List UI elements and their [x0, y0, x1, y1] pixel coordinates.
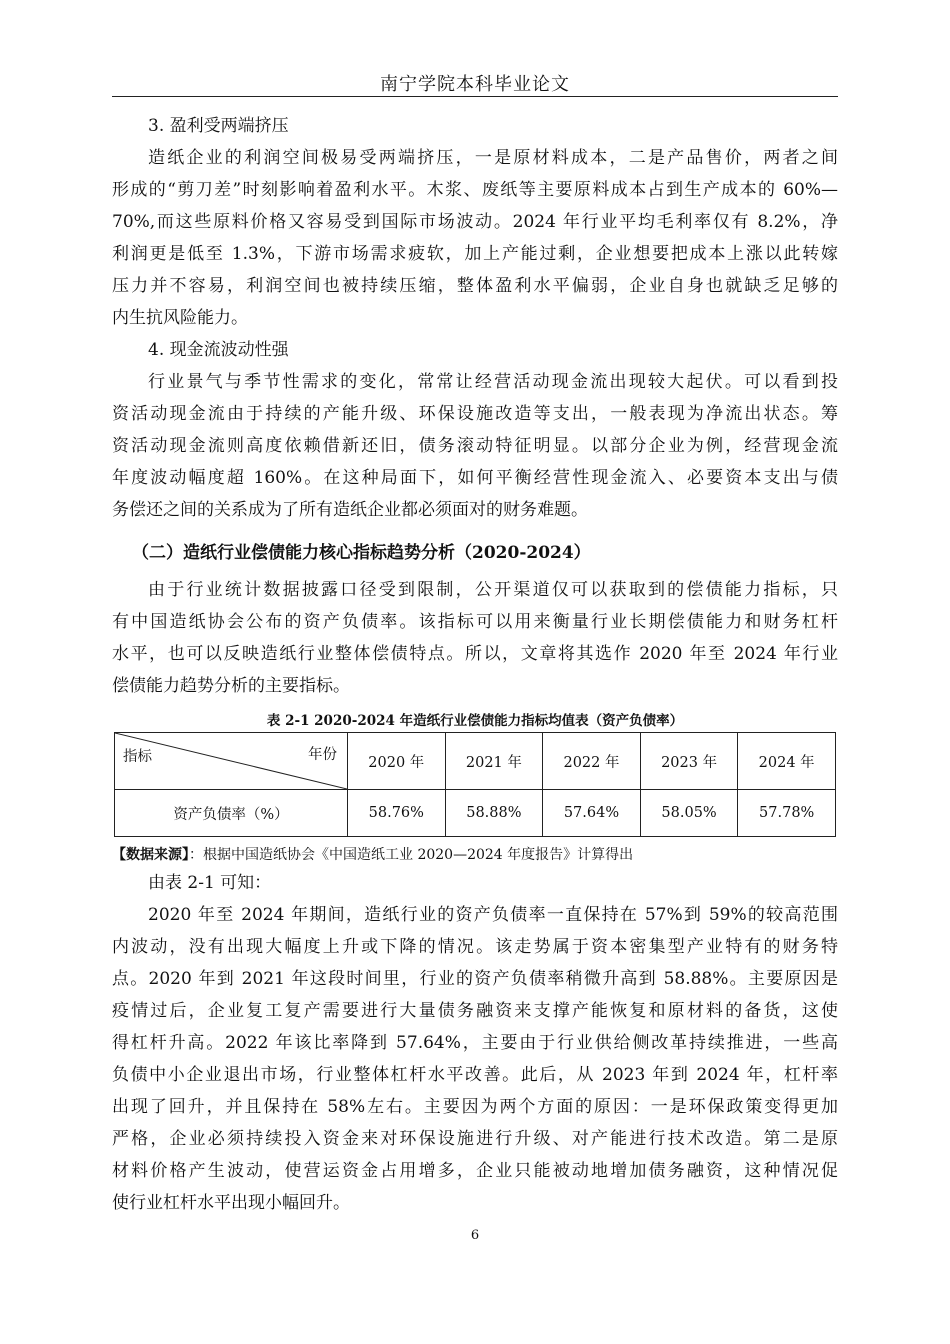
- table-cell: 58.05%: [640, 790, 738, 837]
- paragraph-line: 务偿还之间的关系成为了所有造纸企业都必须面对的财务难题。: [112, 500, 588, 520]
- paragraph-line: 材料价格产生波动，使营运资金占用增多，企业只能被动地增加债务融资，这种情况促: [112, 1161, 838, 1181]
- year-header: 2020 年: [348, 733, 446, 790]
- paragraph-line: 形成的“剪刀差”时刻影响着盈利水平。木浆、废纸等主要原料成本占到生产成本的 60%—: [112, 180, 838, 200]
- analysis-intro: 由表 2-1 可知：: [148, 873, 272, 893]
- section-heading-4: 4. 现金流波动性强: [148, 340, 289, 360]
- running-header: 南宁学院本科毕业论文: [380, 74, 570, 95]
- paragraph-line: 资活动现金流由于持续的产能升级、环保设施改造等支出，一般表现为净流出状态。筹: [112, 404, 838, 424]
- table-cell: 57.64%: [543, 790, 641, 837]
- page-body: [112, 110, 838, 1219]
- header-rule: [112, 96, 838, 97]
- data-source-text: ：根据中国造纸协会《中国造纸工业 2020—2024 年度报告》计算得出: [189, 847, 634, 863]
- table-header-row: [115, 733, 836, 790]
- row-label: 资产负债率（%）: [115, 790, 348, 837]
- paragraph-line: 由于行业统计数据披露口径受到限制，公开渠道仅可以获取到的偿债能力指标，只: [148, 580, 838, 600]
- paragraph-line: 点。2020 年到 2021 年这段时间里，行业的资产负债率稍微升高到 58.88%。主要原因是: [112, 969, 838, 989]
- table-cell: 58.88%: [445, 790, 543, 837]
- paragraph-line: 2020 年至 2024 年期间，造纸行业的资产负债率一直保持在 57%到 59%的较高范围: [148, 905, 838, 925]
- paragraph-line: 内生抗风险能力。: [112, 308, 248, 328]
- paragraph-line: 负债中小企业退出市场，行业整体杠杆水平改善。此后，从 2023 年到 2024 年，杠杆率: [112, 1065, 838, 1085]
- corner-label-year: 年份: [308, 747, 337, 763]
- table-cell: 57.78%: [738, 790, 836, 837]
- table-cell: 58.76%: [348, 790, 446, 837]
- paragraph-line: 压力并不容易，利润空间也被持续压缩，整体盈利水平偏弱，企业自身也就缺乏足够的: [112, 276, 838, 296]
- year-header: 2022 年: [543, 733, 641, 790]
- page-number: 6: [470, 1228, 480, 1243]
- data-source-note: [112, 843, 838, 867]
- paragraph-line: 疫情过后，企业复工复产需要进行大量债务融资来支撑产能恢复和原材料的备货，这使: [112, 1001, 838, 1021]
- paragraph-line: 偿债能力趋势分析的主要指标。: [112, 676, 350, 696]
- table-corner-cell: [115, 733, 348, 790]
- paragraph-line: 年度波动幅度超 160%。在这种局面下，如何平衡经营性现金流入、必要资本支出与债: [112, 468, 838, 488]
- year-header: 2023 年: [640, 733, 738, 790]
- paragraph-line: 利润更是低至 1.3%，下游市场需求疲软，加上产能过剩，企业想要把成本上涨以此转嫁: [112, 244, 838, 264]
- debt-ratio-table: [114, 732, 836, 837]
- data-source-label: 【数据来源】: [112, 847, 189, 863]
- corner-label-indicator: 指标: [123, 749, 152, 765]
- paragraph-line: 行业景气与季节性需求的变化，常常让经营活动现金流出现较大起伏。可以看到投: [148, 372, 838, 392]
- paragraph-line: 严格，企业必须持续投入资金来对环保设施进行升级、对产能进行技术改造。第二是原: [112, 1129, 838, 1149]
- paragraph-line: 水平，也可以反映造纸行业整体偿债特点。所以，文章将其选作 2020 年至 2024 年行业: [112, 644, 838, 664]
- subsection-heading: （二）造纸行业偿债能力核心指标趋势分析（2020-2024）: [132, 543, 591, 563]
- paragraph-line: 有中国造纸协会公布的资产负债率。该指标可以用来衡量行业长期偿债能力和财务杠杆: [112, 612, 838, 632]
- paragraph-line: 得杠杆升高。2022 年该比率降到 57.64%，主要由于行业供给侧改革持续推进，一些高: [112, 1033, 838, 1053]
- paragraph-line: 资活动现金流则高度依赖借新还旧，债务滚动特征明显。以部分企业为例，经营现金流: [112, 436, 838, 456]
- section-heading-3: 3. 盈利受两端挤压: [148, 116, 289, 136]
- paragraph-line: 内波动，没有出现大幅度上升或下降的情况。该走势属于资本密集型产业特有的财务特: [112, 937, 838, 957]
- paragraph-line: 70%,而这些原料价格又容易受到国际市场波动。2024 年行业平均毛利率仅有 8.2%，净: [112, 212, 838, 232]
- paragraph-line: 出现了回升，并且保持在 58%左右。主要因为两个方面的原因：一是环保政策变得更加: [112, 1097, 838, 1117]
- paragraph-line: 造纸企业的利润空间极易受两端挤压，一是原材料成本，二是产品售价，两者之间: [148, 148, 838, 168]
- year-header: 2024 年: [738, 733, 836, 790]
- table-caption: 表 2-1 2020-2024 年造纸行业偿债能力指标均值表（资产负债率）: [266, 713, 684, 729]
- year-header: 2021 年: [445, 733, 543, 790]
- paragraph-line: 使行业杠杆水平出现小幅回升。: [112, 1193, 350, 1213]
- table-row: [115, 790, 836, 837]
